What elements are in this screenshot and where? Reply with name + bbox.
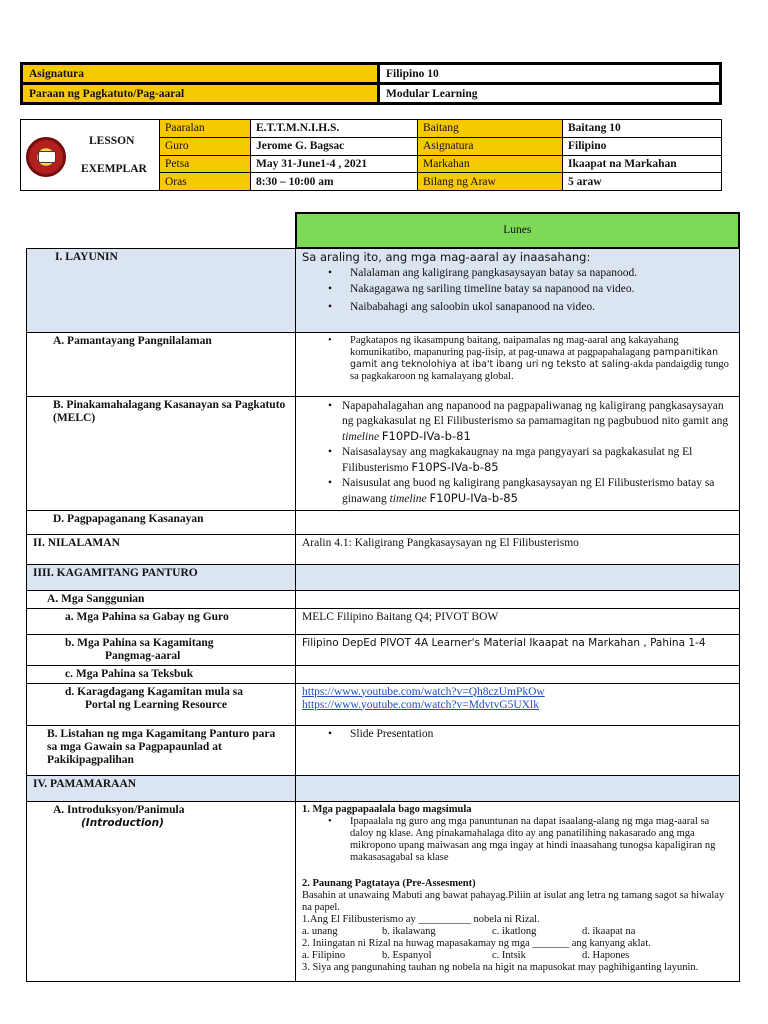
nilalaman-label-cell bbox=[27, 534, 296, 564]
blank-corner bbox=[27, 213, 296, 248]
kagamitan-content bbox=[296, 564, 740, 590]
pamantayang-label-cell bbox=[27, 332, 296, 396]
introduksyon-list bbox=[302, 816, 733, 864]
teksbuk-label-cell bbox=[27, 665, 296, 683]
sanggunian-label-cell bbox=[27, 590, 296, 608]
layunin-label-cell bbox=[27, 248, 296, 332]
karagdagang-label-2: Portal ng Learning Resource bbox=[85, 698, 227, 711]
layunin-label: I. LAYUNIN bbox=[55, 250, 118, 263]
choice: d. Hapones bbox=[582, 949, 630, 961]
introduksyon-instructions: Basahin at unawaing Mabuti ang bawat pahayag.Piliin at isulat ang letra ng tamang sagot sa hiwalay na papel. bbox=[302, 889, 725, 913]
gabay-label-cell bbox=[27, 608, 296, 634]
list-item bbox=[302, 399, 733, 445]
introduksyon-label-cell bbox=[27, 801, 296, 981]
info-value: May 31-June1-4 , 2021 bbox=[251, 155, 418, 173]
pagpapaganang-label: D. Pagpapaganang Kasanayan bbox=[53, 512, 204, 525]
question-2: 2. Iniingatan ni Rizal na huwag mapasakamay ng mga _______ ang kanyang aklat. bbox=[302, 937, 651, 949]
list-item: • Slide Presentation bbox=[302, 728, 733, 741]
pamantayang-list bbox=[302, 335, 733, 383]
melc-label: B. Pinakamahalagang Kasanayan sa Pagkatuto (MELC) bbox=[53, 398, 286, 424]
question-1-choices bbox=[302, 926, 733, 938]
listahan-label: B. Listahan ng mga Kagamitang Panturo para sa mga Gawain sa Pagpapaunlad at Pakikipagpalihan bbox=[47, 727, 276, 766]
learning-mode-value: Modular Learning bbox=[379, 84, 721, 104]
list-item: • Naibabahagi ang saloobin ukol sanapanood na video. bbox=[302, 301, 733, 314]
nilalaman-value: Aralin 4.1: Kaligirang Pangkasaysayan ng El Filibusterismo bbox=[296, 534, 740, 564]
choice: b. ikalawang bbox=[382, 925, 436, 937]
choice: b. Espanyol bbox=[382, 949, 432, 961]
kagamitang-value: Filipino DepEd PIVOT 4A Learner's Material Ikaapat na Markahan , Pahina 1-4 bbox=[296, 634, 740, 665]
melc-em: timeline bbox=[389, 492, 427, 505]
layunin-intro: Sa araling ito, ang mga mag-aaral ay inaasahang: bbox=[302, 250, 591, 264]
day-header: Lunes bbox=[296, 213, 740, 248]
lesson-title-line2: EXEMPLAR bbox=[81, 163, 147, 175]
subject-label: Asignatura bbox=[22, 64, 379, 84]
melc-code: F10PU-IVa-b-85 bbox=[429, 490, 518, 505]
pamantayang-text-c: akda pandaigdig tungo sa pagkakaroon ng kamalayang global. bbox=[350, 358, 729, 382]
melc-text: Naisasalaysay ang magkakaugnay na mga pangyayari sa pagkakasulat ng El Filibusterismo bbox=[342, 445, 693, 474]
info-value: Ikaapat na Markahan bbox=[563, 155, 722, 173]
info-key: Markahan bbox=[418, 155, 563, 173]
subject-value: Filipino 10 bbox=[379, 64, 721, 84]
kagamitang-label-1: b. Mga Pahina sa Kagamitang bbox=[65, 636, 214, 649]
pamamaraan-label: IV. PAMAMARAAN bbox=[33, 777, 137, 790]
sanggunian-content bbox=[296, 590, 740, 608]
melc-label-cell bbox=[27, 396, 296, 510]
info-value: Jerome G. Bagsac bbox=[251, 137, 418, 155]
choice: c. Intsik bbox=[492, 949, 526, 961]
pagpapaganang-label-cell bbox=[27, 510, 296, 534]
kagamitan-label: IIII. KAGAMITANG PANTURO bbox=[33, 566, 198, 579]
question-1: 1.Ang El Filibusterismo ay __________ nobela ni Rizal. bbox=[302, 913, 540, 925]
pamantayang-text-b: pampanitikan gamit ang teknolohiya at iba't ibang uri ng teksto at saling- bbox=[350, 346, 719, 370]
sanggunian-label: A. Mga Sanggunian bbox=[47, 592, 145, 605]
list-item bbox=[302, 445, 733, 476]
introduksyon-sub: (Introduction) bbox=[81, 816, 164, 829]
listahan-list bbox=[302, 728, 733, 741]
youtube-link-2[interactable]: https://www.youtube.com/watch?v=MdvtvG5UXlk bbox=[302, 698, 539, 711]
lesson-exemplar-cell bbox=[21, 120, 160, 191]
list-item: • Ipapaalala ng guro ang mga panuntunan na dapat isaalang-alang ng mga mag-aaral sa daloy ng klase. Ang pinakamahalaga dito ay ang panatilihing nakasarado ang mga mikropono upang maiwasan ang mga ingay at hindi inaasahang tunogsa kapaligiran ng makasasagabal sa klase bbox=[302, 816, 733, 864]
choice: d. ikaapat na bbox=[582, 925, 636, 937]
lesson-info-table bbox=[20, 119, 722, 191]
layunin-list bbox=[302, 267, 733, 314]
listahan-label-cell bbox=[27, 725, 296, 775]
listahan-content bbox=[296, 725, 740, 775]
choice: c. ikatlong bbox=[492, 925, 537, 937]
pamantayang-text-a: Pagkatapos ng ikasampung baitang, naipamalas ng mag-aaral ang kakayahang komunikatibo, mapanuring pag-iisip, at pag-unawa at pagpapahalagang bbox=[350, 334, 679, 358]
melc-list bbox=[302, 399, 733, 507]
melc-text: Naisusulat ang buod ng kaligirang pangkasaysayan ng El Filibusterismo batay sa ginawang bbox=[342, 476, 715, 505]
info-value: Filipino bbox=[563, 137, 722, 155]
info-value: 8:30 – 10:00 am bbox=[251, 173, 418, 191]
melc-em: timeline bbox=[342, 430, 380, 443]
pamantayang-content bbox=[296, 332, 740, 396]
melc-text: Napapahalagahan ang napanood na pagpapaliwanag ng kaligirang pangkasaysayan ng pagkakasulat ng El Filibusterismo sa pamamagitan ng pagbubuod nito gamit ang bbox=[342, 399, 729, 427]
pamamaraan-content bbox=[296, 775, 740, 801]
introduksyon-h2: 2. Paunang Pagtataya (Pre-Assesment) bbox=[302, 877, 476, 889]
learning-mode-label: Paraan ng Pagkatuto/Pag-aaral bbox=[22, 84, 379, 104]
list-item: • Nalalaman ang kaligirang pangkasaysayan batay sa napanood. bbox=[302, 267, 733, 280]
karagdagang-label-1: d. Karagdagang Kagamitan mula sa bbox=[65, 685, 243, 698]
nilalaman-label: II. NILALAMAN bbox=[33, 536, 120, 549]
kagamitan-label-cell bbox=[27, 564, 296, 590]
info-key: Oras bbox=[160, 173, 251, 191]
pagpapaganang-content bbox=[296, 510, 740, 534]
info-value: Baitang 10 bbox=[563, 120, 722, 138]
teksbuk-content bbox=[296, 665, 740, 683]
choice: a. Filipino bbox=[302, 949, 346, 961]
info-key: Asignatura bbox=[418, 137, 563, 155]
info-key: Petsa bbox=[160, 155, 251, 173]
melc-code: F10PD-IVa-b-81 bbox=[381, 428, 471, 443]
list-item: • Nakagagawa ng sariling timeline batay sa napanood na video. bbox=[302, 283, 733, 296]
melc-content bbox=[296, 396, 740, 510]
info-key: Paaralan bbox=[160, 120, 251, 138]
introduksyon-h1: 1. Mga pagpapaalala bago magsimula bbox=[302, 803, 472, 815]
kagamitang-label-cell bbox=[27, 634, 296, 665]
school-seal-icon bbox=[26, 137, 66, 177]
info-key: Bilang ng Araw bbox=[418, 173, 563, 191]
pamamaraan-label-cell bbox=[27, 775, 296, 801]
karagdagang-links bbox=[296, 683, 740, 725]
introduksyon-label: A. Introduksyon/Panimula bbox=[53, 803, 185, 816]
teksbuk-label: c. Mga Pahina sa Teksbuk bbox=[65, 667, 194, 680]
youtube-link-1[interactable]: https://www.youtube.com/watch?v=Qh8czUmPkOw bbox=[302, 685, 545, 698]
kagamitang-label-2: Pangmag-aaral bbox=[105, 649, 181, 662]
info-value: E.T.T.M.N.I.H.S. bbox=[251, 120, 418, 138]
info-key: Baitang bbox=[418, 120, 563, 138]
gabay-label: a. Mga Pahina sa Gabay ng Guro bbox=[65, 610, 229, 623]
melc-code: F10PS-IVa-b-85 bbox=[411, 459, 499, 474]
question-3: 3. Siya ang pangunahing tauhan ng nobela na higit na mapusokat may paghihiganting layunin. bbox=[302, 961, 699, 973]
karagdagang-label-cell bbox=[27, 683, 296, 725]
info-key: Guro bbox=[160, 137, 251, 155]
lesson-title-line1: LESSON bbox=[89, 135, 135, 147]
question-2-choices bbox=[302, 950, 733, 962]
layunin-content bbox=[296, 248, 740, 332]
pamantayang-label: A. Pamantayang Pangnilalaman bbox=[53, 334, 212, 347]
lesson-plan-table bbox=[26, 212, 740, 982]
info-value: 5 araw bbox=[563, 173, 722, 191]
list-item bbox=[302, 335, 733, 383]
gabay-value: MELC Filipino Baitang Q4; PIVOT BOW bbox=[296, 608, 740, 634]
list-item bbox=[302, 476, 733, 507]
subject-header-table bbox=[20, 62, 722, 105]
introduksyon-content bbox=[296, 801, 740, 981]
choice: a. unang bbox=[302, 925, 338, 937]
